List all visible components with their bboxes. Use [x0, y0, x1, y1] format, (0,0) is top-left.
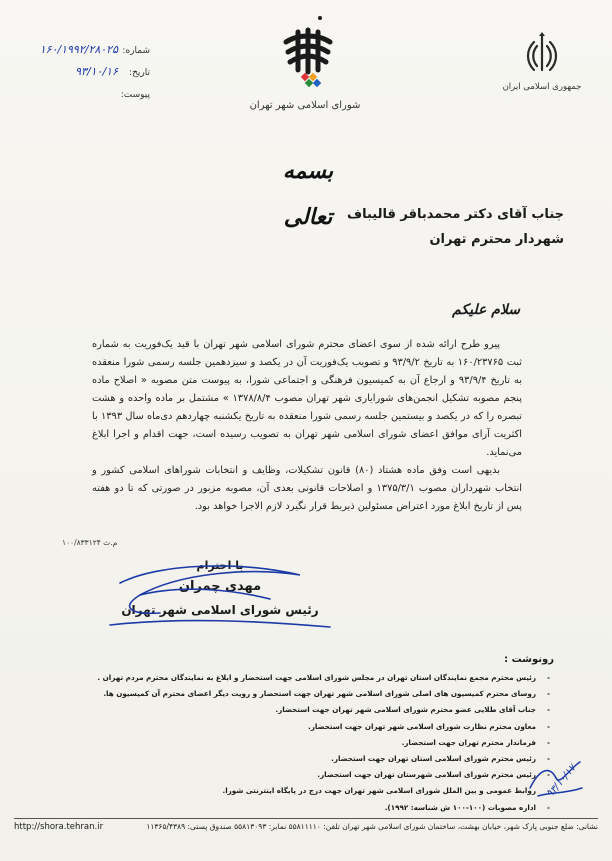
register-number: ۱۰۰/۸۳۳۱۲۴ م.ث — [62, 538, 118, 547]
recipient-title: شهردار محترم تهران — [429, 232, 564, 247]
recipient-name: جناب آقای دکتر محمدباقر قالیباف — [347, 207, 564, 222]
cc-list — [74, 670, 554, 816]
letter-body — [92, 336, 522, 516]
greeting: سلام علیکم — [452, 302, 520, 318]
cc-item: - معاون محترم نظارت شورای اسلامی شهر تهران جهت استحضار. — [74, 719, 554, 735]
letter-number-value: ۱۶۰/۱۹۹۲/۲۸۰۲۵ — [39, 43, 118, 56]
cc-item: - روابط عمومی و بین الملل شورای اسلامی شهر تهران جهت درج در پایگاه اینترنتی شورا. — [74, 783, 554, 799]
body-paragraph-2: بدیهی است وفق ماده هشتاد (۸۰) قانون تشکیلات، وظایف و انتخابات شوراهای اسلامی کشور و انتخاب شهرداران مصوب ۱۳۷۵/۳/۱ و اصلاحات قانونی بعدی آن، مصوبه مزبور در صورتی که تا دو هفته پس از تاریخ ابلاغ مورد اعتراض مسئولین ذیربط قرار نگیرد لازم الاجرا خواهد بود. — [92, 465, 522, 512]
signature-block — [100, 555, 340, 635]
footer-website[interactable]: http://shora.tehran.ir — [14, 822, 104, 832]
cc-item: - جناب آقای طلایی عضو محترم شورای اسلامی شهر تهران جهت استحضار. — [74, 702, 554, 718]
footer — [14, 822, 598, 836]
letter-attachment-row — [0, 90, 150, 104]
signature-scribble-icon — [100, 555, 340, 635]
signer-name: مهدی چمران — [178, 579, 262, 594]
iran-emblem-icon — [518, 30, 566, 78]
cc-item: - روسای محترم کمیسیون های اصلی شورای اسلامی شهر تهران جهت استحضار و رویت دیگر اعضای محترم آن کمیسیون ها. — [74, 686, 554, 702]
cc-item: - فرماندار محترم تهران جهت استحضار. — [74, 735, 554, 751]
closing-phrase: با احترام — [196, 559, 244, 572]
cc-item: - رئیس محترم شورای اسلامی شهرستان تهران جهت استحضار. — [74, 767, 554, 783]
council-caption: شورای اسلامی شهر تهران — [249, 100, 361, 111]
bismillah: بسمه تعالی — [282, 158, 334, 230]
cc-item: - رئیس محترم مجمع نمایندگان استان تهران در مجلس شورای اسلامی جهت استحضار و ابلاغ به نمایندگان محترم مردم تهران . — [74, 670, 554, 686]
cc-item: - اداره مصوبات (۱۰۰-۱۰۰ ش شناسه: ۱۹۹۲). — [74, 800, 554, 816]
letter-number-row — [0, 43, 150, 60]
cc-title: رونوشت : — [504, 654, 554, 665]
handwritten-note — [520, 748, 600, 808]
letter-date-label: تاریخ: — [129, 68, 150, 78]
letter-meta — [0, 43, 150, 106]
signer-title: رئیس شورای اسلامی شهر تهران — [121, 603, 319, 617]
letter-date-row — [0, 65, 150, 82]
handwritten-date: ۹۳/۱۰/۱۷ — [544, 763, 579, 800]
body-paragraph-1: پیرو طرح ارائه شده از سوی اعضای محترم شورای اسلامی شهر تهران با قید یک‌فوریت به شماره ثبت ۱۶۰/۲۳۷۶۵ به تاریخ ۹۳/۹/۲ و تصویب یک‌فوریت آن در یکصد و سیزدهمین جلسه رسمی شورا منعقده به تاریخ ۹۳/۹/۴ و ارجاع آن به کمیسیون فرهنگی و اجتماعی شورا، به پیوست متن مصوبه « اصلاح ماده پنجم مصوبه تشکیل انجمن‌های شورایاری شهر تهران مصوب ۱۳۷۸/۸/۴ » مشتمل بر ماده واحده و هشت تبصره را که در یکصد و بیستمین جلسه رسمی شورا منعقده به تاریخ یکشنبه چهاردهم دی‌ماه سال ۱۳۹۳ با اکثریت آرای موافق اعضای شورای اسلامی شهر تهران به تصویب رسیده است، جهت اقدام و اجرا ابلاغ می‌نماید. — [92, 339, 523, 458]
letter-number-label: شماره: — [122, 46, 150, 56]
cc-item: - رئیس محترم شورای اسلامی استان تهران جهت استحضار. — [74, 751, 554, 767]
city-council-logo — [268, 12, 348, 92]
footer-divider — [14, 818, 598, 819]
letter-date-value: ۹۳/۱۰/۱۶ — [75, 65, 118, 78]
footer-address: نشانی: ضلع جنوبی پارک شهر، خیابان بهشت، ساختمان شورای اسلامی شهر تهران تلفن: ۵۵۸۱۱۱۱۰ نمابر: ۵۵۸۱۳۰۹۳ صندوق پستی: ۱۱۳۶۵/۴۳۸۹ — [146, 822, 598, 831]
emblem-caption: جمهوری اسلامی ایران — [502, 82, 582, 92]
letter-attachment-label: پیوست: — [120, 90, 150, 100]
